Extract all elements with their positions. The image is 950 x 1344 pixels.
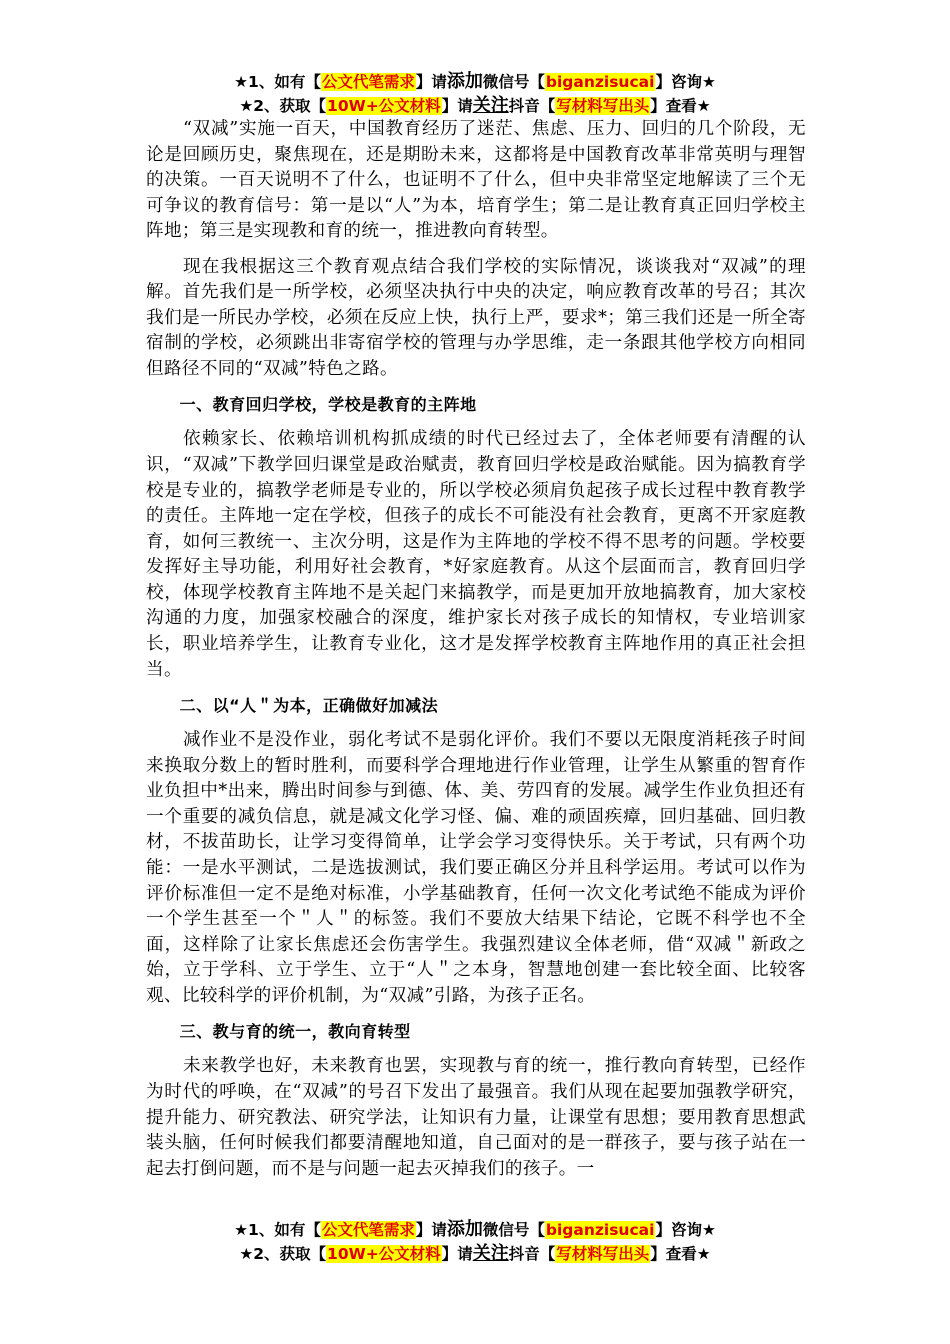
banner-highlight: 10W+公文材料	[327, 97, 441, 115]
banner-text: 抖音【	[508, 1245, 556, 1263]
banner-text: 】请	[441, 97, 473, 115]
promo-banner-bottom-line-2	[0, 1242, 950, 1266]
banner-emphasis: 关注	[472, 1243, 509, 1264]
banner-highlight: 公文代笔需求	[321, 1221, 415, 1239]
banner-emphasis: 关注	[472, 95, 509, 116]
banner-text: 】查看★	[650, 1245, 711, 1263]
section-heading: 二、以“人＂为本，正确做好加减法	[179, 695, 439, 715]
banner-highlight: 写材料写出头	[556, 97, 650, 115]
paragraph: 现在我根据这三个教育观点结合我们学校的实际情况，谈谈我对“双减”的理解。首先我们是一所学校，必须坚决执行中央的决定，响应教育改革的号召；其次我们是一所民办学校，必须在反应上快，执行上严，要求*；第三我们还是一所全寄宿制的学校，必须跳出非寄宿学校的管理与办学思维，走一条跟其他学校方向相同但路径不同的“双减”特色之路。	[146, 256, 806, 379]
banner-text: ★2、获取【	[239, 97, 327, 115]
banner-highlight: biganzisucai	[545, 73, 655, 91]
promo-banner-bottom-line-1	[0, 1218, 950, 1242]
banner-text: ★2、获取【	[239, 1245, 327, 1263]
document-body	[146, 117, 806, 1182]
banner-text: 抖音【	[508, 97, 556, 115]
banner-text: 】咨询★	[655, 73, 716, 91]
banner-text: 微信号【	[482, 73, 545, 91]
promo-banner-top-line-2	[0, 94, 950, 118]
banner-emphasis: 添加	[446, 71, 483, 92]
banner-highlight: biganzisucai	[545, 1221, 655, 1239]
paragraph: 依赖家长、依赖培训机构抓成绩的时代已经过去了，全体老师要有清醒的认识，“双减”下教学回归课堂是政治赋责，教育回归学校是政治赋能。因为搞教育学校是专业的，搞教学老师是专业的，所以学校必须肩负起孩子成长过程中教育教学的责任。主阵地一定在学校，但孩子的成长不可能没有社会教育，更离不开家庭教育，如何三教统一、主次分明，这是作为主阵地的学校不得不思考的问题。学校要发挥好主导功能，利用好社会教育，*好家庭教育。从这个层面而言，教育回归学校，体现学校教育主阵地不是关起门来搞教学，而是更加开放地搞教育，加大家校沟通的力度，加强家校融合的深度，维护家长对孩子成长的知情权，专业培训家长，职业培养学生，让教育专业化，这才是发挥学校教育主阵地作用的真正社会担当。	[146, 429, 806, 680]
banner-highlight: 10W+公文材料	[327, 1245, 441, 1263]
banner-text: ★1、如有【	[234, 73, 321, 91]
banner-text: ★1、如有【	[234, 1221, 321, 1239]
banner-text: 】查看★	[650, 97, 711, 115]
banner-text: 微信号【	[482, 1221, 545, 1239]
promo-banner-top-line-1	[0, 70, 950, 94]
banner-text: 】咨询★	[655, 1221, 716, 1239]
banner-emphasis: 添加	[446, 1219, 483, 1240]
paragraph: 未来教学也好，未来教育也罢，实现教与育的统一，推行教向育转型，已经作为时代的呼唤，在“双减”的号召下发出了最强音。我们从现在起要加强教学研究，提升能力、研究教法、研究学法，让知识有力量，让课堂有思想；要用教育思想武装头脑，任何时候我们都要清醒地知道，自己面对的是一群孩子，要与孩子站在一起去打倒问题，而不是与问题一起去灭掉我们的孩子。一	[146, 1056, 806, 1179]
banner-text: 】请	[441, 1245, 473, 1263]
paragraph: “双减”实施一百天，中国教育经历了迷茫、焦虑、压力、回归的几个阶段，无论是回顾历史，聚焦现在，还是期盼未来，这都将是中国教育改革非常英明与理智的决策。一百天说明不了什么，也证明不了什么，但中央非常坚定地解读了三个无可争议的教育信号：第一是以“人”为本，培育学生；第二是让教育真正回归学校主阵地；第三是实现教和育的统一，推进教向育转型。	[146, 119, 806, 242]
banner-text: 】请	[415, 73, 447, 91]
banner-highlight: 写材料写出头	[556, 1245, 650, 1263]
section-heading: 一、教育回归学校，学校是教育的主阵地	[179, 395, 477, 415]
banner-highlight: 公文代笔需求	[321, 73, 415, 91]
paragraph: 减作业不是没作业，弱化考试不是弱化评价。我们不要以无限度消耗孩子时间来换取分数上的暂时胜利，而要科学合理地进行作业管理，让学生从繁重的智育作业负担中*出来，腾出时间参与到德、体、美、劳四育的发展。减学生作业负担还有一个重要的减负信息，就是减文化学习怪、偏、难的顽固疾瘴，回归基础、回归教材，不拔苗助长，让学习变得简单，让学会学习变得快乐。关于考试，只有两个功能：一是水平测试，二是选拔测试，我们要正确区分并且科学运用。考试可以作为评价标准但一定不是绝对标准，小学基础教育，任何一次文化考试绝不能成为评价一个学生甚至一个＂人＂的标签。我们不要放大结果下结论，它既不科学也不全面，这样除了让家长焦虑还会伤害学生。我强烈建议全体老师，借“双减＂新政之始，立于学科、立于学生、立于“人＂之本身，智慧地创建一套比较全面、比较客观、比较科学的评价机制，为“双减”引路，为孩子正名。	[146, 730, 806, 1006]
section-heading: 三、教与育的统一，教向育转型	[179, 1022, 411, 1042]
banner-text: 】请	[415, 1221, 447, 1239]
